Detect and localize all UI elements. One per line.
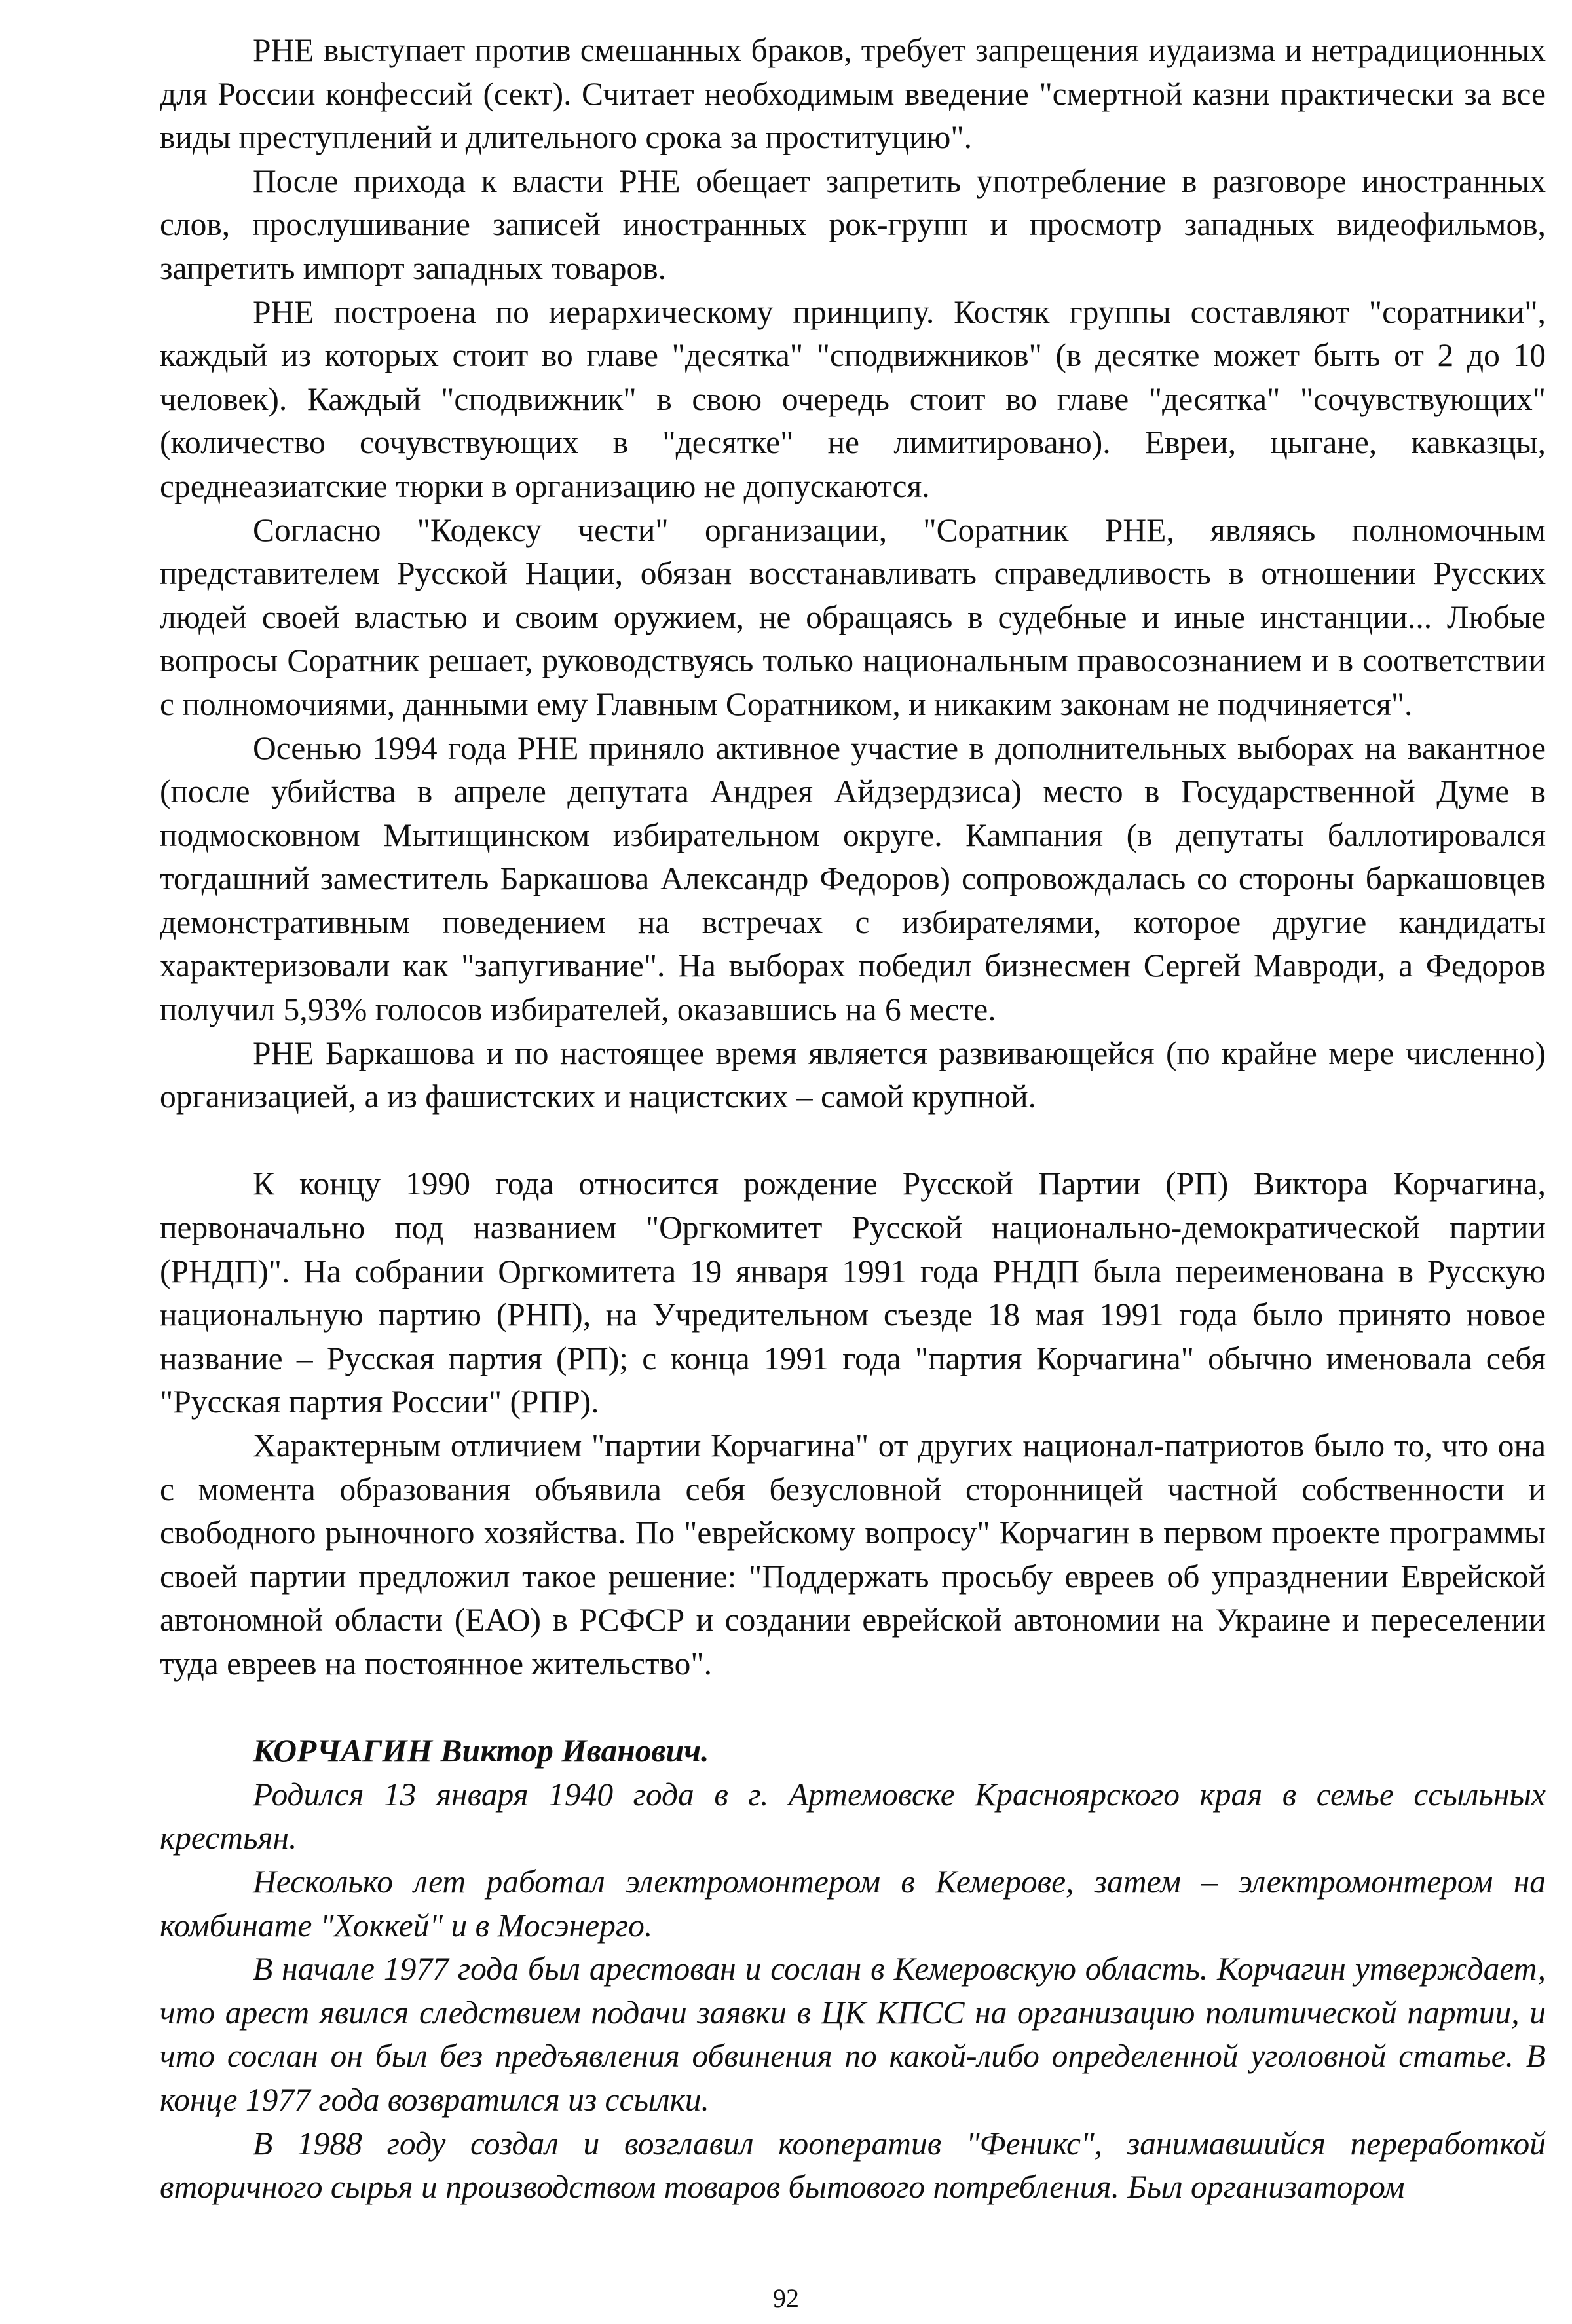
biography-section bbox=[160, 1729, 1546, 2209]
biography-paragraph-cooperative: В 1988 году создал и возглавил кооператив "Феникс", занимавшийся переработкой вторичного сырья и производством товаров бытового потребления. Был организатором bbox=[160, 2125, 1546, 2205]
paragraph-rne-code-of-honor: Согласно "Кодексу чести" организации, "Соратник РНЕ, являясь полномочным представителем Русской Нации, обязан восстанавливать справедливость в отношении Русских людей своей властью и своим оружием, не обращаясь в судебные и иные инстанции... Любые вопросы Соратник решает, руководствуясь только национальным правосознанием и в соответствии с полномочиями, данными ему Главным Соратником, и никаким законам не подчиняется". bbox=[160, 511, 1546, 722]
page-body bbox=[160, 29, 1546, 2209]
paragraph-russian-party-origin: К концу 1990 года относится рождение Русской Партии (РП) Виктора Корчагина, первоначально под названием "Оргкомитет Русской национально-демократической партии (РНДП)". На собрании Оргкомитета 19 января 1991 года РНДП была переименована в Русскую национальную партию (РНП), на Учредительном съезде 18 мая 1991 года было принято новое название – Русская партия (РП); с конца 1991 года "партия Корчагина" обычно именовала себя "Русская партия России" (РПР). bbox=[160, 1166, 1546, 1420]
paragraph-korchagin-party-difference: Характерным отличием "партии Корчагина" от других национал-патриотов было то, что она с момента образования объявила себя безусловной сторонницей частной собственности и свободного рыночного хозяйства. По "еврейскому вопросу" Корчагин в первом проекте программы своей партии предложил такое решение: "Поддержать просьбу евреев об упразднении Еврейской автономной области (ЕАО) в РСФСР и создании еврейской автономии на Украине и переселении туда евреев на постоянное жительство". bbox=[160, 1428, 1546, 1682]
biography-paragraph-arrest: В начале 1977 года был арестован и сослан в Кемеровскую область. Корчагин утверждает, что арест явился следствием подачи заявки в ЦК КПСС на организацию политической партии, и что сослан он был без предъявления обвинения по какой-либо определенной уголовной статье. В конце 1977 года возвратился из ссылки. bbox=[160, 1951, 1546, 2118]
biography-heading: КОРЧАГИН Виктор Иванович. bbox=[253, 1733, 709, 1769]
paragraph-rne-after-power: После прихода к власти РНЕ обещает запретить употребление в разговоре иностранных слов, прослушивание записей иностранных рок-групп и просмотр западных видеофильмов, запретить импорт западных товаров. bbox=[160, 162, 1546, 286]
biography-paragraph-work: Несколько лет работал электромонтером в Кемерове, затем – электромонтером на комбинате "Хоккей" и в Мосэнерго. bbox=[160, 1863, 1546, 1944]
paragraph-rne-current-status: РНЕ Баркашова и по настоящее время является развивающейся (по крайне мере численно) организацией, а из фашистских и нацистских – самой крупной. bbox=[160, 1035, 1546, 1115]
section-spacer bbox=[160, 1686, 1546, 1730]
biography-paragraph-birth: Родился 13 января 1940 года в г. Артемовске Красноярского края в семье ссыльных крестьян. bbox=[160, 1776, 1546, 1856]
paragraph-rne-mixed-marriages: РНЕ выступает против смешанных браков, требует запрещения иудаизма и нетрадиционных для России конфессий (сект). Считает необходимым введение "смертной казни практически за все виды преступлений и длительного срока за проституцию". bbox=[160, 32, 1546, 156]
section-spacer bbox=[160, 1119, 1546, 1163]
paragraph-rne-elections-1994: Осенью 1994 года РНЕ приняло активное участие в дополнительных выборах на вакантное (после убийства в апреле депутата Андрея Айдзердзиса) место в Государственной Думе в подмосковном Мытищинском избирательном округе. Кампания (в депутаты баллотировался тогдашний заместитель Баркашова Александр Федоров) сопровождалась со стороны баркашовцев демонстративным поведением на встречах с избирателями, которое другие кандидаты характеризовали как "запугивание". На выборах победил бизнесмен Сергей Мавроди, а Федоров получил 5,93% голосов избирателей, оказавшись на 6 месте. bbox=[160, 729, 1546, 1028]
page-number: 92 bbox=[773, 2283, 799, 2313]
paragraph-rne-hierarchy: РНЕ построена по иерархическому принципу. Костяк группы составляют "соратники", каждый из которых стоит во главе "десятка" "сподвижников" (в десятке может быть от 2 до 10 человек). Каждый "сподвижник" в свою очередь стоит во главе "десятка" "сочувствующих" (количество сочувствующих в "десятке" не лимитировано). Евреи, цыгане, кавказцы, среднеазиатские тюрки в организацию не допускаются. bbox=[160, 293, 1546, 504]
